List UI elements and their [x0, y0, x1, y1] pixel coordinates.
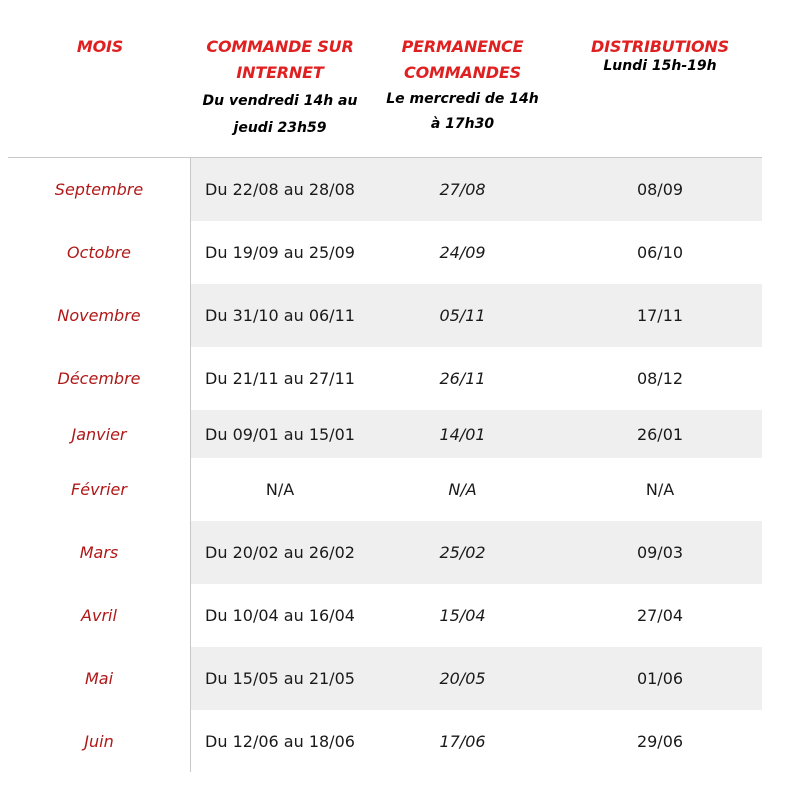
header-permanence-title-line1: PERMANENCE: [401, 37, 524, 56]
distribution-cell: 06/10: [636, 243, 684, 262]
commande-cell: Du 15/05 au 21/05: [205, 669, 355, 688]
permanence-cell: 20/05: [439, 669, 486, 688]
month-cell: Mai: [84, 669, 114, 688]
commande-cell: Du 22/08 au 28/08: [205, 180, 355, 199]
header-commande-title-line2: INTERNET: [236, 63, 324, 82]
distribution-cell: 26/01: [636, 424, 684, 444]
distribution-cell: N/A: [645, 480, 675, 499]
month-cell: Juin: [84, 732, 114, 751]
distribution-cell: 29/06: [636, 732, 684, 751]
distribution-cell: 09/03: [636, 543, 684, 562]
header-permanence: [375, 34, 550, 136]
commande-cell: N/A: [265, 480, 295, 499]
month-cell: Septembre: [54, 180, 144, 199]
month-cell: Janvier: [71, 424, 127, 444]
commande-cell: Du 31/10 au 06/11: [205, 306, 355, 325]
header-mois: [30, 34, 170, 60]
permanence-cell: N/A: [448, 480, 477, 499]
permanence-cell: 05/11: [439, 306, 486, 325]
table-row: [0, 521, 809, 584]
distribution-cell: 08/09: [636, 180, 684, 199]
distribution-cell: 27/04: [636, 606, 684, 625]
header-permanence-subtitle-line1: Le mercredi de 14h: [386, 91, 539, 107]
permanence-cell: 14/01: [439, 424, 486, 444]
header-permanence-subtitle-line2: à 17h30: [430, 116, 495, 132]
table-row: [0, 221, 809, 284]
header-distributions-subtitle: Lundi 15h-19h: [603, 58, 717, 74]
header-commande: [190, 34, 370, 140]
table-body: [0, 158, 809, 773]
header-mois-title: MOIS: [76, 37, 124, 56]
table-row: [0, 347, 809, 410]
permanence-cell: 25/02: [439, 543, 486, 562]
column-divider: [190, 157, 191, 772]
distribution-cell: 01/06: [636, 669, 684, 688]
commande-cell: Du 19/09 au 25/09: [205, 243, 355, 262]
header-commande-subtitle-line1: Du vendredi 14h au: [202, 93, 358, 109]
permanence-cell: 17/06: [439, 732, 486, 751]
header-commande-title-line1: COMMANDE SUR: [206, 37, 354, 56]
commande-cell: Du 21/11 au 27/11: [205, 369, 355, 388]
header-commande-subtitle-line2: jeudi 23h59: [233, 120, 327, 136]
month-cell: Décembre: [57, 369, 141, 388]
permanence-cell: 24/09: [439, 243, 486, 262]
month-cell: Avril: [81, 606, 117, 625]
table-row: [0, 284, 809, 347]
commande-cell: Du 20/02 au 26/02: [205, 543, 355, 562]
permanence-cell: 27/08: [439, 180, 486, 199]
table-row: [0, 710, 809, 773]
table-row: [0, 584, 809, 647]
table-row: [0, 647, 809, 710]
commande-cell: Du 10/04 au 16/04: [205, 606, 355, 625]
header-permanence-title-line2: COMMANDES: [404, 63, 521, 82]
header-distributions: [565, 34, 755, 76]
month-cell: Novembre: [57, 306, 141, 325]
header-distributions-title: DISTRIBUTIONS: [591, 37, 729, 56]
table-header: [0, 0, 809, 157]
distribution-cell: 17/11: [636, 306, 684, 325]
permanence-cell: 26/11: [439, 369, 486, 388]
table-row: [0, 410, 809, 458]
distribution-cell: 08/12: [636, 369, 684, 388]
permanence-cell: 15/04: [439, 606, 486, 625]
month-cell: Mars: [79, 543, 119, 562]
commande-cell: Du 09/01 au 15/01: [205, 424, 355, 444]
table-row: [0, 458, 809, 521]
commande-cell: Du 12/06 au 18/06: [205, 732, 355, 751]
table-row: [0, 158, 809, 221]
month-cell: Février: [71, 480, 127, 499]
month-cell: Octobre: [66, 243, 132, 262]
